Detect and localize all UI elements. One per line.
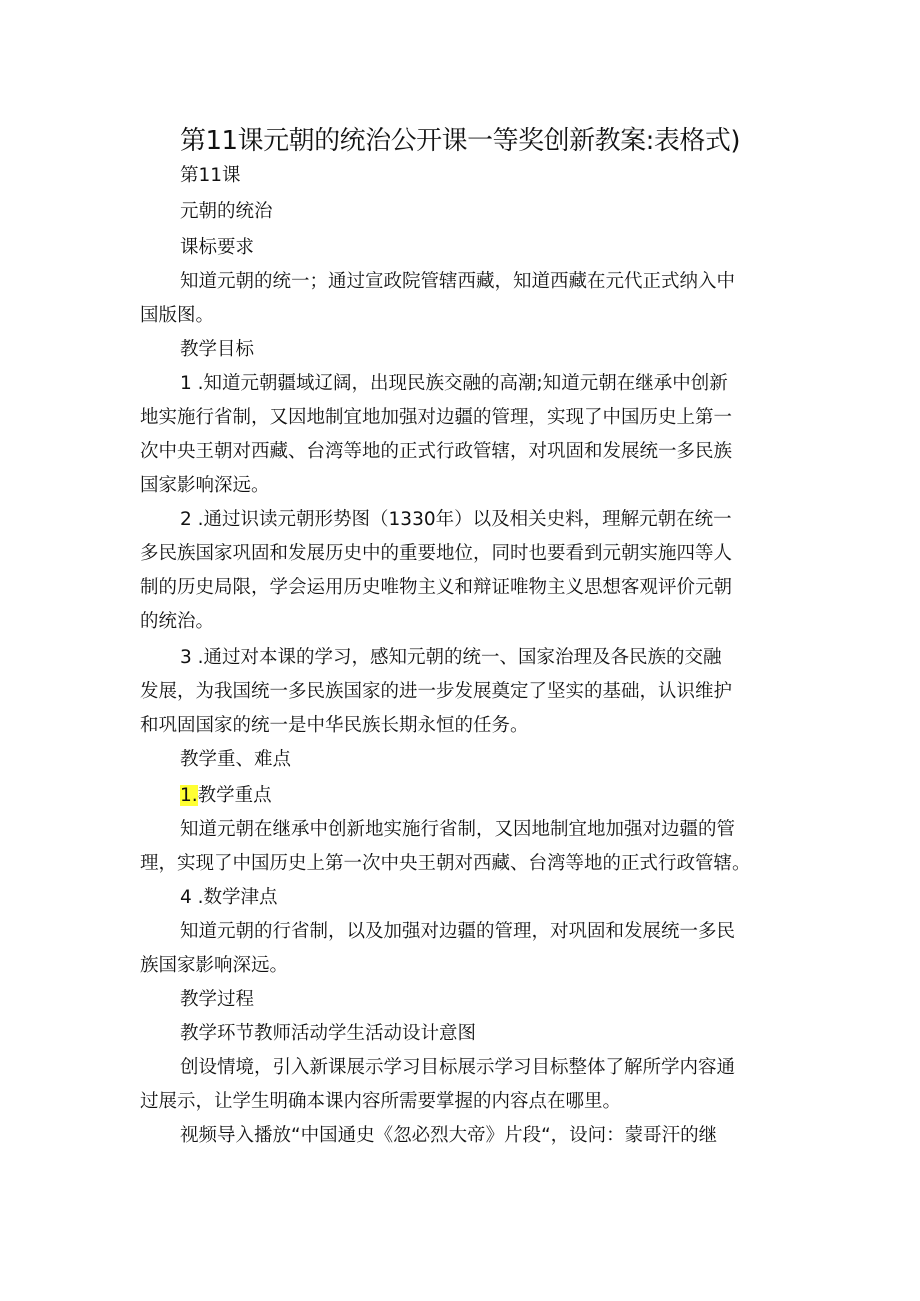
paragraph-line: 1 .知道元朝疆域辽阔，出现民族交融的高潮;知道元朝在继承中创新 — [180, 373, 728, 394]
paragraph-line: 知道元朝在继承中创新地实施行省制，又因地制宜地加强对边疆的管 — [180, 819, 736, 840]
highlighted-number: 1. — [180, 785, 198, 806]
lesson-number: 第11课 — [180, 165, 241, 186]
section-heading-objectives: 教学目标 — [180, 339, 255, 360]
section-heading-process: 教学过程 — [180, 989, 255, 1010]
paragraph-line: 过展示，让学生明确本课内容所需要掌握的内容点在哪里。 — [140, 1091, 622, 1112]
paragraph-line: 国版图。 — [140, 305, 215, 326]
paragraph-line: 创设情境，引入新课展示学习目标展示学习目标整体了解所学内容通 — [180, 1057, 736, 1078]
paragraph-line: 理，实现了中国历史上第一次中央王朝对西藏、台湾等地的正式行政管辖。 — [140, 853, 751, 874]
paragraph-line: 知道元朝的统一；通过宣政院管辖西藏，知道西藏在元代正式纳入中 — [180, 271, 736, 292]
paragraph-line: 次中央王朝对西藏、台湾等地的正式行政管辖，对巩固和发展统一多民族 — [140, 441, 733, 462]
paragraph-line: 地实施行省制，又因地制宜地加强对边疆的管理，实现了中国历史上第一 — [140, 407, 733, 428]
section-heading-key-points: 教学重、难点 — [180, 749, 292, 770]
subheading-teaching-difficulty: 4 .数学津点 — [180, 887, 278, 908]
paragraph-line: 2 .通过识读元朝形势图（1330年）以及相关史料，理解元朝在统一 — [180, 509, 732, 530]
paragraph-line: 族国家影响深远。 — [140, 955, 289, 976]
paragraph-line: 制的历史局限，学会运用历史唯物主义和辩证唯物主义思想客观评价元朝 — [140, 577, 733, 598]
paragraph-line: 的统治。 — [140, 611, 215, 632]
subheading-text: 教学重点 — [197, 785, 272, 806]
paragraph-line: 国家影响深远。 — [140, 475, 270, 496]
paragraph-line: 视频导入播放“中国通史《忽必烈大帝》片段“，设问：蒙哥汗的继 — [180, 1125, 718, 1146]
document-title: 第11课元朝的统治公开课一等奖创新教案:表格式) — [180, 126, 740, 156]
paragraph-line: 多民族国家巩固和发展历史中的重要地位，同时也要看到元朝实施四等人 — [140, 543, 733, 564]
subheading-teaching-focus — [180, 781, 272, 811]
paragraph-line: 知道元朝的行省制，以及加强对边疆的管理，对巩固和发展统一多民 — [180, 921, 736, 942]
paragraph-line: 发展，为我国统一多民族国家的进一步发展奠定了坚实的基础，认识维护 — [140, 681, 733, 702]
table-header-line: 教学环节教师活动学生活动设计意图 — [180, 1023, 477, 1044]
paragraph-line: 3 .通过对本课的学习，感知元朝的统一、国家治理及各民族的交融 — [180, 647, 722, 668]
lesson-name: 元朝的统治 — [180, 201, 273, 222]
section-heading-curriculum: 课标要求 — [180, 237, 255, 258]
paragraph-line: 和巩固国家的统一是中华民族长期永恒的任务。 — [140, 715, 529, 736]
